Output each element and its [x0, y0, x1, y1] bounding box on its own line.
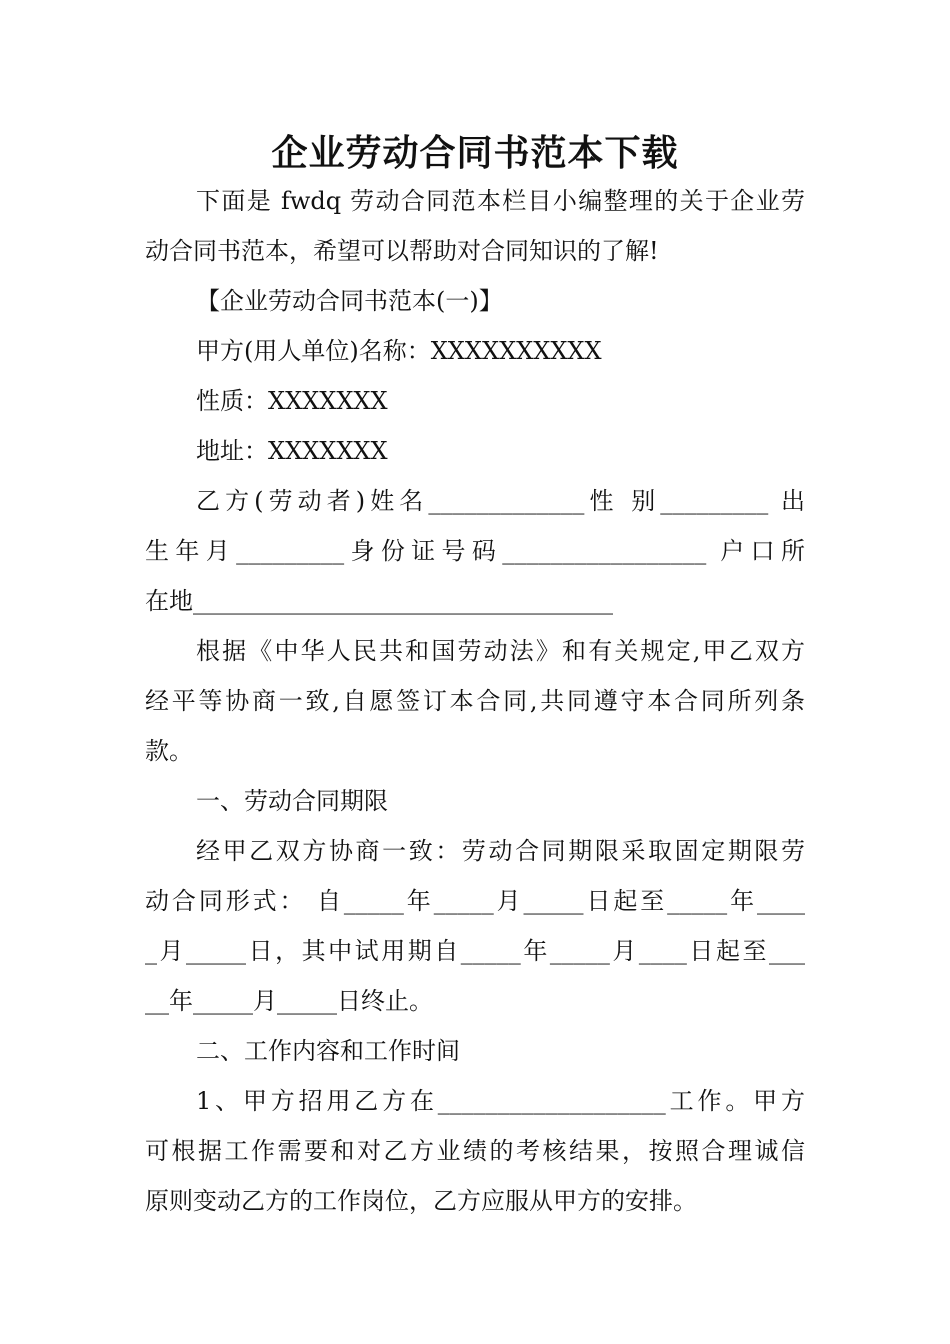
- party-b-line: 生年月_________身份证号码_________________ 户口所: [145, 537, 805, 565]
- party-a-name: 甲方(用人单位)名称：XXXXXXXXXX: [196, 337, 602, 365]
- party-a-address: 地址：XXXXXXX: [196, 437, 388, 465]
- paragraph-line: 1、甲方招用乙方在___________________工作。甲方: [196, 1087, 805, 1115]
- paragraph-line: 动合同形式： 自_____年_____月_____日起至_____年____: [145, 887, 805, 915]
- paragraph-line: 根据《中华人民共和国劳动法》和有关规定,甲乙双方: [196, 637, 805, 665]
- paragraph-line: 可根据工作需要和对乙方业绩的考核结果，按照合理诚信: [145, 1137, 805, 1165]
- section-heading: 一、劳动合同期限: [196, 787, 388, 815]
- paragraph-line: 经甲乙双方协商一致：劳动合同期限采取固定期限劳: [196, 837, 805, 865]
- paragraph-line: __年_____月_____日终止。: [145, 987, 433, 1015]
- section-heading: 【企业劳动合同书范本(一)】: [196, 287, 503, 315]
- document-title: 企业劳动合同书范本下载: [271, 132, 679, 174]
- paragraph-line: 下面是 fwdq 劳动合同范本栏目小编整理的关于企业劳: [196, 187, 805, 215]
- paragraph-line: _月_____日，其中试用期自_____年_____月____日起至___: [145, 937, 805, 965]
- paragraph-line: 经平等协商一致,自愿签订本合同,共同遵守本合同所列条: [145, 687, 805, 715]
- paragraph-line: 动合同书范本，希望可以帮助对合同知识的了解!: [145, 237, 659, 265]
- section-heading: 二、工作内容和工作时间: [196, 1037, 460, 1065]
- party-a-nature: 性质：XXXXXXX: [196, 387, 388, 415]
- party-b-line: 在地___________________________________: [145, 587, 613, 615]
- party-b-line: 乙方(劳动者)姓名_____________性 别_________ 出: [196, 487, 805, 515]
- paragraph-line: 款。: [145, 737, 193, 765]
- paragraph-line: 原则变动乙方的工作岗位，乙方应服从甲方的安排。: [145, 1187, 697, 1215]
